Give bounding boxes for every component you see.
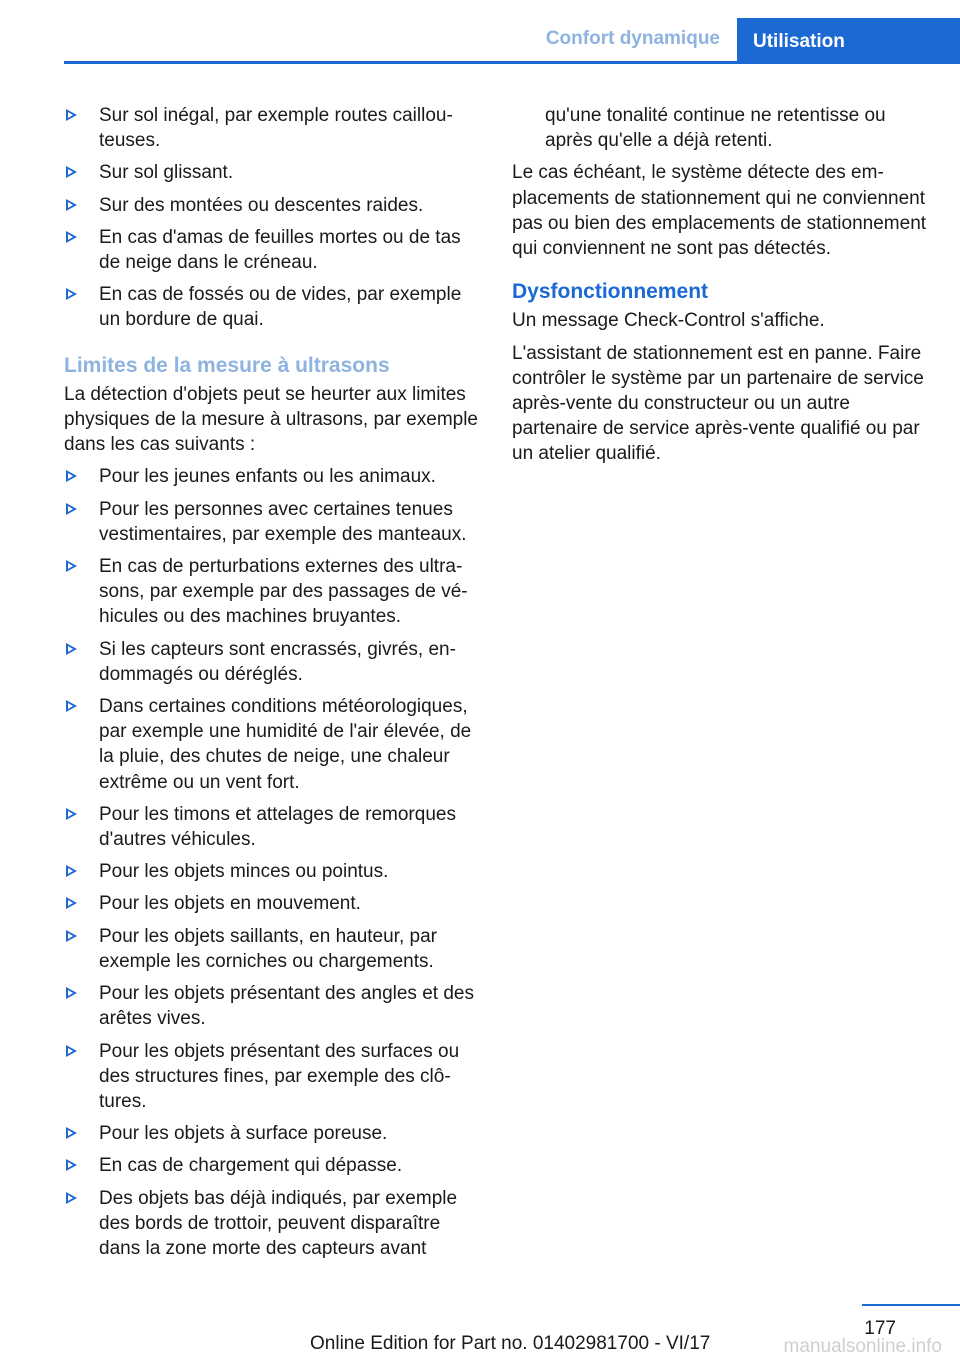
conditions-list: [64, 103, 480, 333]
left-column: [64, 103, 480, 1268]
header-rule: [64, 61, 960, 64]
footer-rule: [862, 1304, 960, 1306]
list-item: Pour les objets présentant des angles et des arêtes vives.: [64, 981, 480, 1031]
list-item: Pour les personnes avec certaines tenues vestimentaires, par exemple des manteaux.: [64, 497, 480, 547]
list-item: Sur des montées ou descentes raides.: [64, 193, 480, 218]
list-item: Sur sol glissant.: [64, 160, 480, 185]
list-item: Pour les timons et attelages de remorques d'autres véhicules.: [64, 802, 480, 852]
detection-paragraph: Le cas échéant, le système détecte des emplacements de stationnement qui ne conviennent pas ou bien des emplacements de stationnement qui conviennent ne sont pas détectés.: [512, 162, 927, 260]
list-item: Pour les objets en mouvement.: [64, 891, 480, 916]
limits-list: [64, 464, 480, 1261]
list-item: En cas d'amas de feuilles mortes ou de tas de neige dans le créneau.: [64, 225, 480, 275]
edition-note: Online Edition for Part no. 01402981700 - VI/17: [310, 1333, 711, 1354]
list-item: Des objets bas déjà indiqués, par exemple des bords de trottoir, peuvent disparaître dans la zone morte des capteurs avant: [64, 1186, 480, 1262]
list-item: En cas de fossés ou de vides, par exemple un bordure de quai.: [64, 282, 480, 332]
list-item: Pour les objets à surface poreuse.: [64, 1121, 480, 1146]
page-header: [0, 0, 960, 64]
list-item: En cas de perturbations externes des ultrasons, par exemple par des passages de véhicules ou des machines bruyantes.: [64, 554, 480, 630]
limits-intro: La détection d'objets peut se heurter aux limites physiques de la mesure à ultrasons, par exemple dans les cas suivants :: [64, 383, 479, 456]
check-control-paragraph: Un message Check-Control s'affiche.: [512, 310, 825, 332]
list-item: Sur sol inégal, par exemple routes caillouteuses.: [64, 103, 480, 153]
header-chapter-tab: Utilisation: [737, 18, 960, 61]
malfunction-paragraph: L'assistant de stationnement est en panne. Faire contrôler le système par un partenaire de service après-vente du constructeur ou un autre partenaire de service après-vente qualifié ou par un atelier qualifié.: [512, 342, 924, 465]
section-title-limits: Limites de la mesure à ultrasons: [64, 353, 390, 377]
watermark: manualsonline.info: [783, 1336, 942, 1357]
list-item: Pour les objets saillants, en hauteur, par exemple les corniches ou chargements.: [64, 924, 480, 974]
section-title-malfunction: Dysfonctionnement: [512, 280, 709, 304]
header-section-label: Confort dynamique: [545, 28, 720, 49]
list-item: Pour les objets présentant des surfaces ou des structures fines, par exemple des clôtures.: [64, 1039, 480, 1115]
right-column: [512, 103, 928, 474]
page-number: 177: [864, 1318, 896, 1339]
list-item: En cas de chargement qui dépasse.: [64, 1153, 480, 1178]
list-item: Si les capteurs sont encrassés, givrés, endommagés ou déréglés.: [64, 637, 480, 687]
list-item-continuation: qu'une tonalité continue ne retentisse ou après qu'elle a déjà retenti.: [545, 105, 886, 152]
list-item: Pour les objets minces ou pointus.: [64, 859, 480, 884]
list-item: Dans certaines conditions météorologiques, par exemple une humidité de l'air élevée, de la pluie, des chutes de neige, une chaleur extrême ou un vent fort.: [64, 694, 480, 795]
list-item: Pour les jeunes enfants ou les animaux.: [64, 464, 480, 489]
